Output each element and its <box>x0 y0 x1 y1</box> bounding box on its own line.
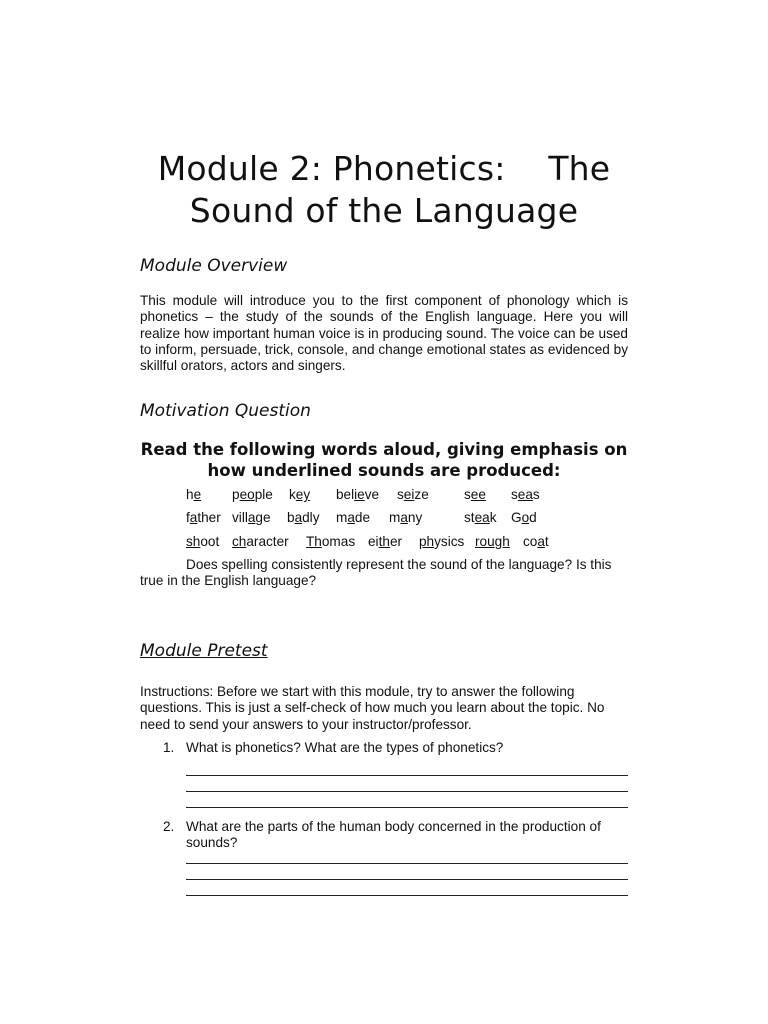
word-item <box>232 533 289 551</box>
answer-line[interactable] <box>186 807 628 808</box>
word-underlined-sound: a <box>400 510 408 525</box>
answer-line[interactable] <box>186 879 628 880</box>
word-suffix: oot <box>200 534 220 549</box>
word-item <box>511 509 537 527</box>
word-item <box>287 509 320 527</box>
word-prefix: s <box>397 487 404 502</box>
word-prefix: m <box>389 510 401 525</box>
word-suffix: omas <box>321 534 356 549</box>
answer-line[interactable] <box>186 775 628 776</box>
word-underlined-sound: ee <box>470 487 486 502</box>
motivation-instruction: Read the following words aloud, giving emphasis on how underlined sounds are produced: <box>140 440 628 480</box>
word-prefix: s <box>511 487 518 502</box>
word-item <box>397 486 429 504</box>
word-item <box>368 533 402 551</box>
word-underlined-sound: a <box>247 510 256 525</box>
question-2-number: 2. <box>163 819 175 834</box>
answer-line[interactable] <box>186 791 628 792</box>
word-item <box>306 533 355 551</box>
overview-heading: Module Overview <box>140 256 288 276</box>
word-item <box>232 486 273 504</box>
word-underlined-sound: ey <box>295 487 311 502</box>
word-prefix: bel <box>336 487 355 502</box>
word-prefix: vill <box>232 510 248 525</box>
word-underlined-sound: ph <box>419 534 435 549</box>
word-prefix: co <box>523 534 538 549</box>
word-item <box>336 509 370 527</box>
word-suffix: d <box>529 510 537 525</box>
word-prefix: f <box>186 510 190 525</box>
pretest-instructions: Instructions: Before we start with this module, try to answer the following questions. This is just a self-check of how much you learn about the topic. No need to send your answers to your instructor/professor. <box>140 684 605 732</box>
word-underlined-sound: rough <box>475 534 510 549</box>
motivation-heading: Motivation Question <box>140 401 311 421</box>
word-item <box>186 486 201 504</box>
word-suffix: ysics <box>434 534 465 549</box>
word-underlined-sound: ch <box>232 534 247 549</box>
word-item <box>389 509 422 527</box>
word-prefix: b <box>287 510 295 525</box>
overview-paragraph: This module will introduce you to the first component of phonology which is phonetics – the study of the sounds of the English language. Here you will realize how important human voice is in producing sound. The voice can be used to inform, persuade, trick, console, and change emotional states as evidenced by skillful orators, actors and singers. <box>140 293 628 374</box>
word-item <box>186 533 219 551</box>
word-underlined-sound: Th <box>306 534 322 549</box>
title-line-1: Module 2: Phonetics: The <box>157 149 611 188</box>
word-suffix: ze <box>414 487 429 502</box>
word-prefix: ei <box>368 534 379 549</box>
word-suffix: ple <box>254 487 273 502</box>
page-title <box>130 148 638 232</box>
answer-line[interactable] <box>186 895 628 896</box>
word-prefix: G <box>511 510 522 525</box>
word-item <box>336 486 379 504</box>
word-item <box>289 486 310 504</box>
motivation-question: Does spelling consistently represent the sound of the language? Is this true in the English language? <box>140 557 612 589</box>
word-underlined-sound: a <box>347 510 355 525</box>
word-underlined-sound: o <box>521 510 530 525</box>
word-underlined-sound: sh <box>186 534 201 549</box>
word-underlined-sound: ie <box>354 487 365 502</box>
word-suffix: aracter <box>246 534 289 549</box>
question-1-text: What is phonetics? What are the types of phonetics? <box>186 740 504 755</box>
word-underlined-sound: th <box>378 534 390 549</box>
word-suffix: k <box>489 510 497 525</box>
word-underlined-sound: ei <box>403 487 415 502</box>
word-underlined-sound: e <box>193 487 202 502</box>
word-underlined-sound: ea <box>474 510 490 525</box>
word-suffix: ge <box>255 510 271 525</box>
word-prefix: k <box>289 487 296 502</box>
word-suffix: de <box>354 510 371 525</box>
word-underlined-sound: ea <box>517 487 533 502</box>
word-underlined-sound: a <box>537 534 545 549</box>
word-prefix: st <box>464 510 475 525</box>
question-2-text: What are the parts of the human body concerned in the production of sounds? <box>186 819 601 851</box>
word-item <box>464 486 486 504</box>
word-item <box>523 533 549 551</box>
word-suffix: dly <box>302 510 320 525</box>
word-prefix: m <box>336 510 348 525</box>
word-prefix: p <box>232 487 240 502</box>
answer-line[interactable] <box>186 863 628 864</box>
word-item <box>475 533 510 551</box>
pretest-heading: Module Pretest <box>140 641 268 661</box>
word-item <box>511 486 540 504</box>
word-item <box>232 509 271 527</box>
word-item <box>186 509 221 527</box>
word-underlined-sound: a <box>294 510 303 525</box>
word-underlined-sound: eo <box>239 487 255 502</box>
word-suffix: s <box>532 487 540 502</box>
word-item <box>419 533 464 551</box>
word-suffix: ther <box>197 510 221 525</box>
word-suffix: t <box>544 534 549 549</box>
word-suffix: er <box>389 534 403 549</box>
word-suffix: ny <box>407 510 423 525</box>
word-prefix: s <box>464 487 471 502</box>
word-suffix: ve <box>364 487 380 502</box>
word-prefix: h <box>186 487 194 502</box>
word-item <box>464 509 497 527</box>
word-underlined-sound: a <box>189 510 198 525</box>
title-line-2: Sound of the Language <box>189 191 579 230</box>
question-1-number: 1. <box>163 740 175 755</box>
